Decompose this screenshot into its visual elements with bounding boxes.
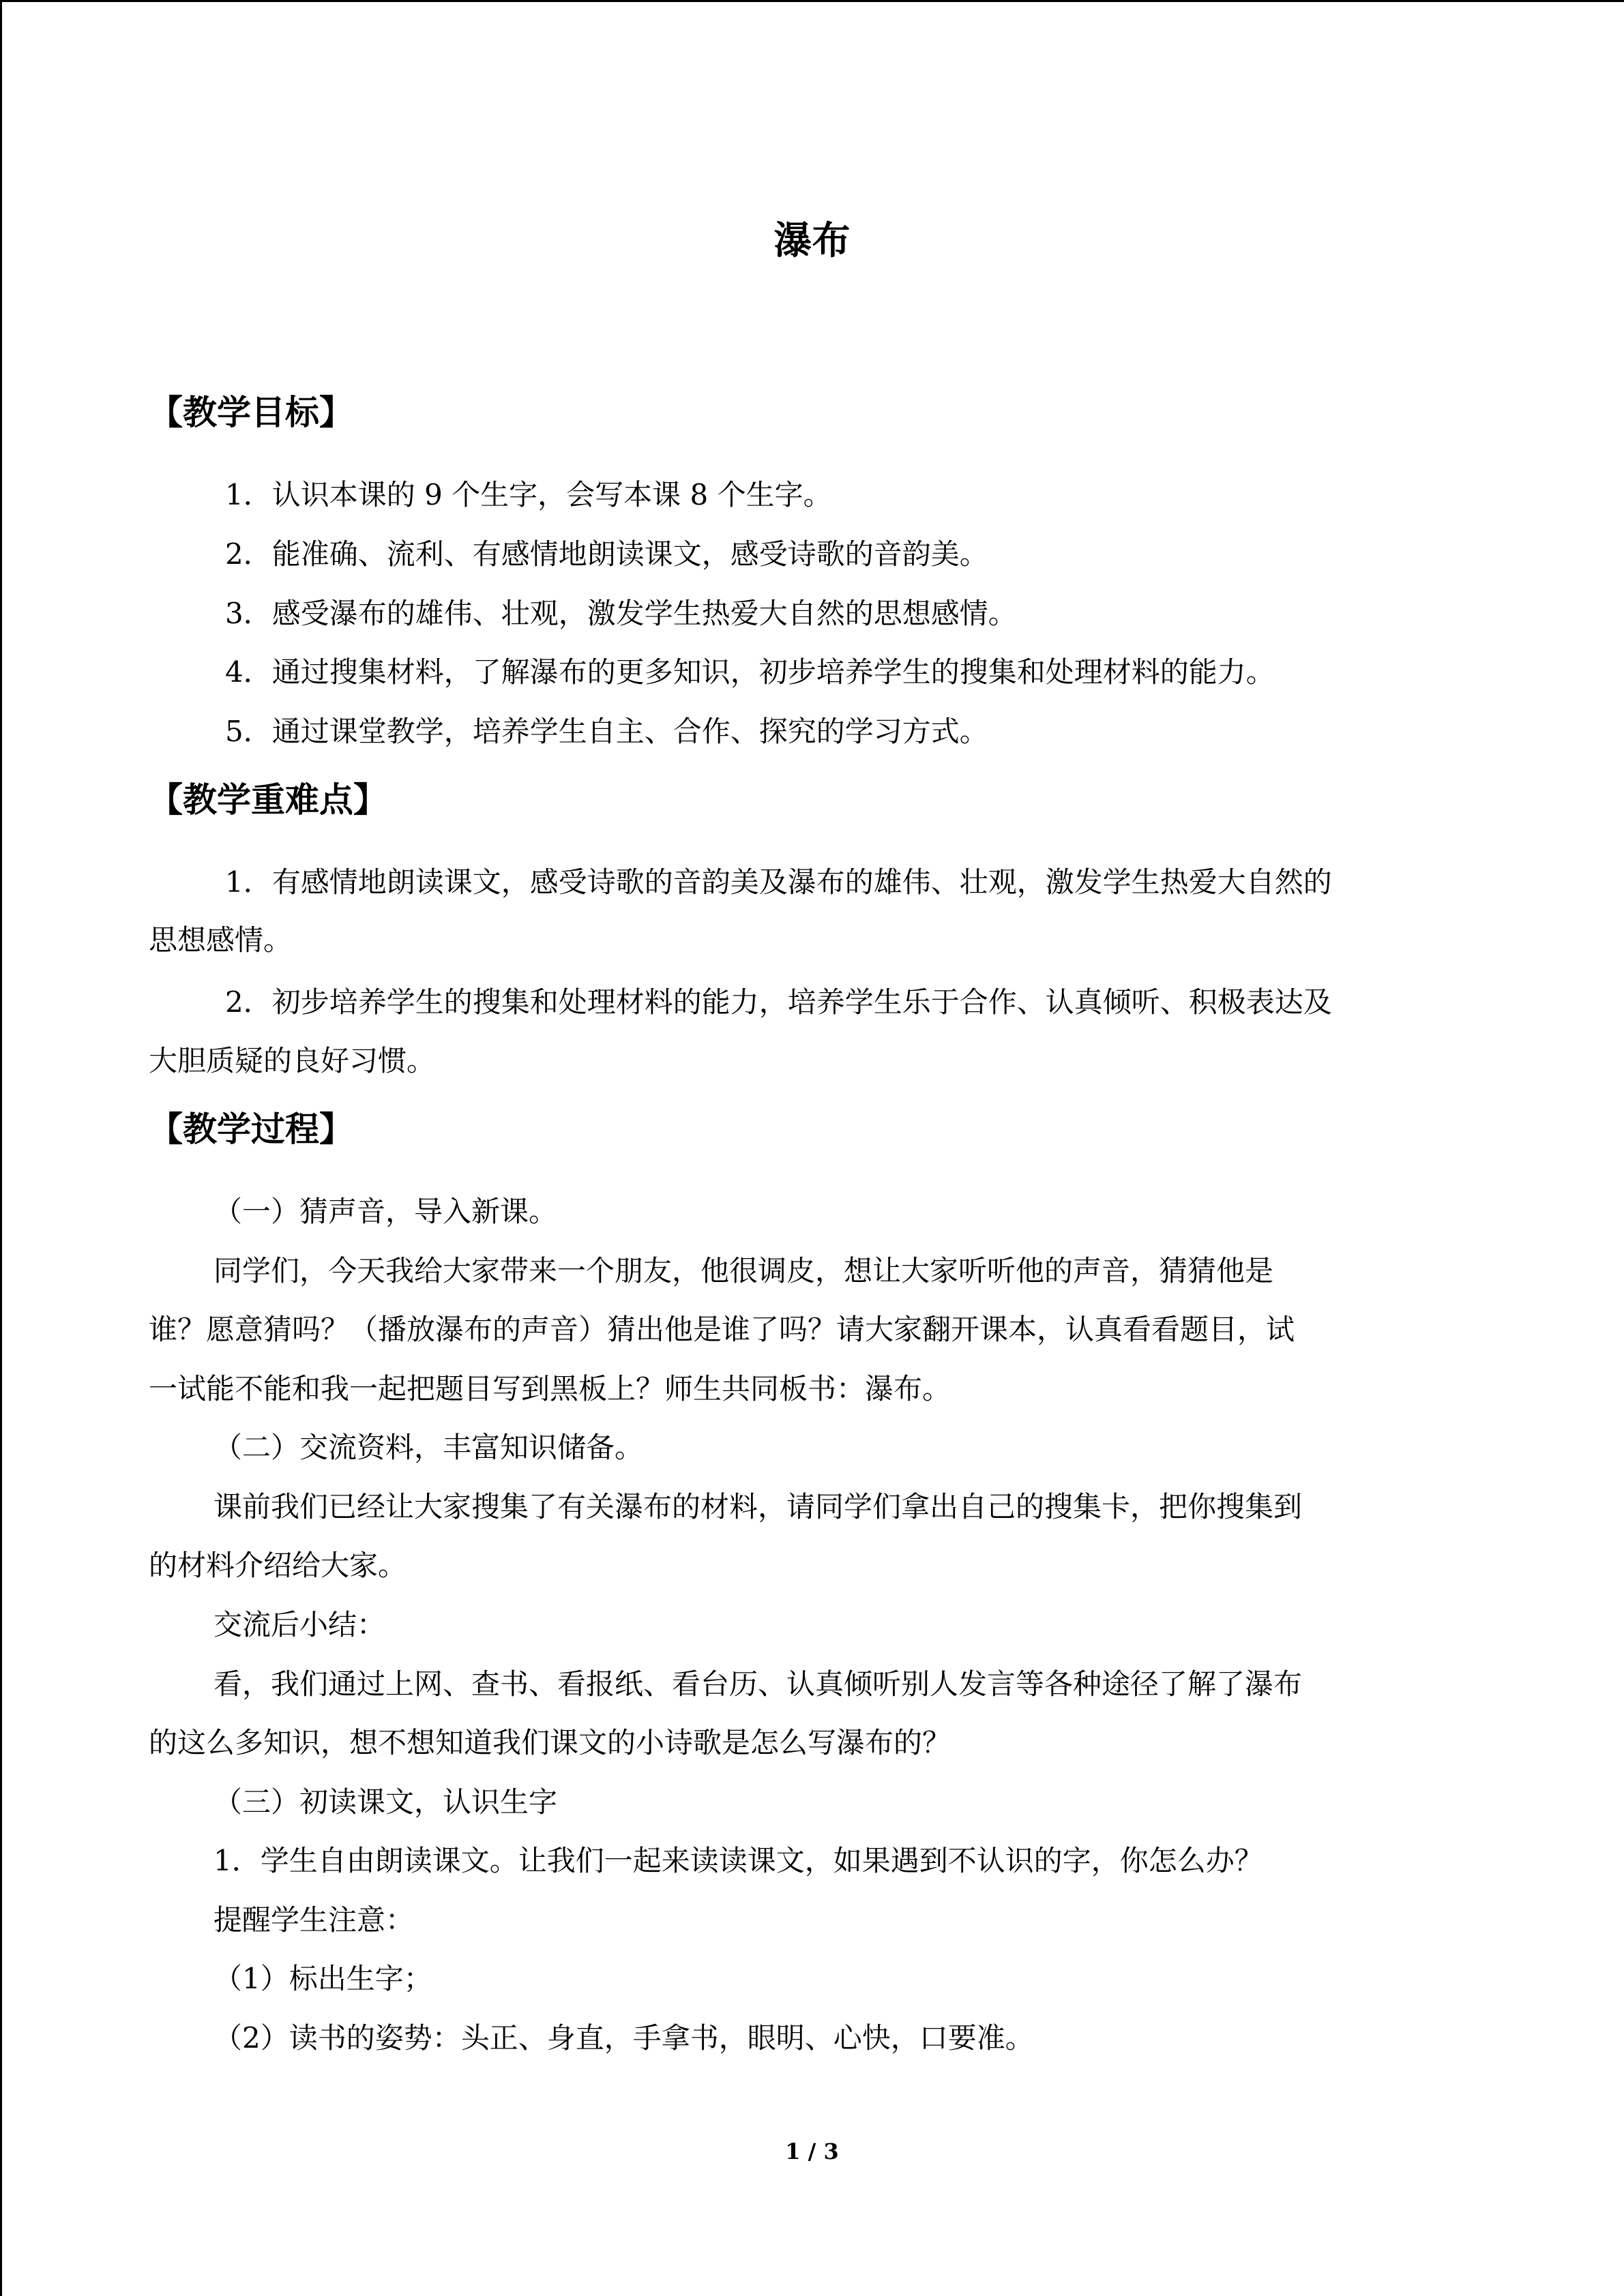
page-top-border — [0, 0, 1624, 2]
key-point-line-2: 思想感情。 — [149, 923, 293, 957]
process-line-6: 课前我们已经让大家搜集了有关瀑布的材料，请同学们拿出自己的搜集卡，把你搜集到 — [213, 1490, 1303, 1523]
goal-item-1: 1．认识本课的 9 个生字，会写本课 8 个生字。 — [225, 478, 832, 511]
goal-item-3: 3．感受瀑布的雄伟、壮观，激发学生热爱大自然的思想感情。 — [225, 597, 1017, 630]
process-line-11: （三）初读课文，认识生字 — [213, 1785, 558, 1819]
heading-teaching-process: 【教学过程】 — [149, 1109, 353, 1149]
key-point-line-1: 1．有感情地朗读课文，感受诗歌的音韵美及瀑布的雄伟、壮观，激发学生热爱大自然的 — [225, 865, 1332, 899]
goal-item-2: 2．能准确、流利、有感情地朗读课文，感受诗歌的音韵美。 — [225, 537, 988, 571]
key-point-line-4: 大胆质疑的良好习惯。 — [149, 1044, 436, 1077]
heading-key-points: 【教学重难点】 — [149, 779, 387, 820]
process-line-2: 同学们，今天我给大家带来一个朋友，他很调皮，想让大家听听他的声音，猜猜他是 — [213, 1254, 1274, 1287]
page-left-border — [0, 0, 2, 2296]
goal-item-4: 4．通过搜集材料，了解瀑布的更多知识，初步培养学生的搜集和处理材料的能力。 — [225, 655, 1275, 689]
process-line-13: 提醒学生注意： — [213, 1903, 415, 1937]
process-line-5: （二）交流资料，丰富知识储备。 — [213, 1431, 644, 1464]
process-line-3: 谁？愿意猜吗？（播放瀑布的声音）猜出他是谁了吗？请大家翻开课本，认真看看题目，试 — [149, 1313, 1295, 1346]
process-line-10: 的这么多知识，想不想知道我们课文的小诗歌是怎么写瀑布的？ — [149, 1726, 951, 1759]
process-line-12: 1．学生自由朗读课文。让我们一起来读读课文，如果遇到不认识的字，你怎么办？ — [213, 1844, 1263, 1877]
process-line-1: （一）猜声音，导入新课。 — [213, 1195, 558, 1228]
process-line-7: 的材料介绍给大家。 — [149, 1549, 407, 1582]
document-title: 瀑布 — [773, 218, 851, 263]
process-line-14: （1）标出生字； — [213, 1962, 432, 1995]
process-line-4: 一试能不能和我一起把题目写到黑板上？师生共同板书：瀑布。 — [149, 1372, 951, 1405]
page-number: 1 / 3 — [785, 2138, 839, 2164]
process-line-9: 看，我们通过上网、查书、看报纸、看台历、认真倾听别人发言等各种途径了解了瀑布 — [213, 1667, 1303, 1701]
process-line-8: 交流后小结： — [213, 1608, 386, 1641]
goal-item-5: 5．通过课堂教学，培养学生自主、合作、探究的学习方式。 — [225, 715, 988, 748]
key-point-line-3: 2．初步培养学生的搜集和处理材料的能力，培养学生乐于合作、认真倾听、积极表达及 — [225, 985, 1332, 1019]
process-line-15: （2）读书的姿势：头正、身直，手拿书，眼明、心快，口要准。 — [213, 2021, 1034, 2055]
heading-teaching-goals: 【教学目标】 — [149, 392, 353, 432]
